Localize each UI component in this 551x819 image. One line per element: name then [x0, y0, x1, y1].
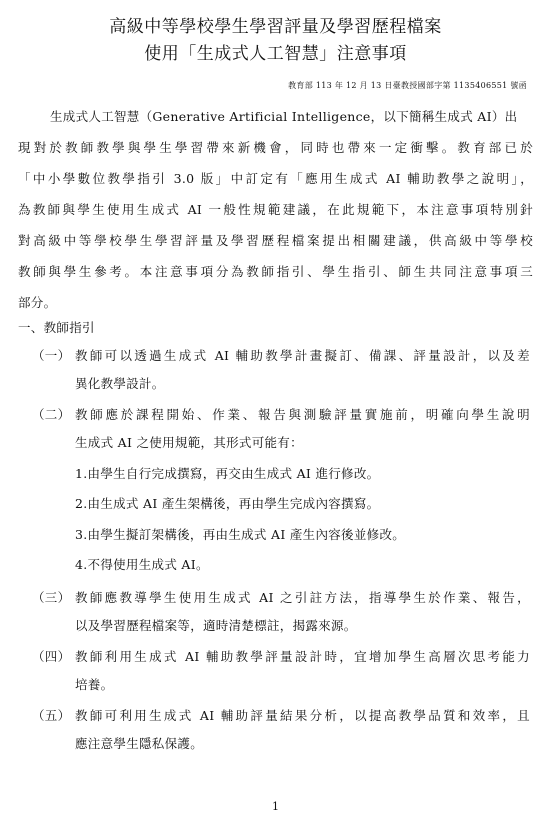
item-number: （四）: [32, 649, 71, 664]
intro-line: 教師與學生參考。本注意事項分為教師指引、學生指引、師生共同注意事項三: [18, 264, 533, 279]
item-line: 教師可以透過生成式 AI 輔助教學計畫擬訂、備課、評量設計，以及差: [75, 348, 530, 363]
item-line: 以及學習歷程檔案等，適時清楚標註，揭露來源。: [75, 618, 357, 633]
item-number: （三）: [32, 590, 71, 605]
document-title-line2: 使用「生成式人工智慧」注意事項: [144, 44, 407, 64]
form-option: 2.由生成式 AI 產生架構後，再由學生完成內容撰寫。: [75, 496, 380, 511]
form-option: 4.不得使用生成式 AI。: [75, 557, 209, 572]
intro-line: 為教師與學生使用生成式 AI 一般性規範建議，在此規範下，本注意事項特別針: [18, 202, 533, 217]
item-line: 應注意學生隱私保護。: [75, 736, 204, 751]
item-line: 培養。: [75, 677, 114, 692]
intro-line: 部分。: [18, 295, 57, 310]
page-number: 1: [272, 800, 279, 813]
item-number: （一）: [32, 348, 71, 363]
item-line: 教師利用生成式 AI 輔助教學評量設計時，宜增加學生高層次思考能力: [75, 649, 530, 664]
item-line: 異化教學設計。: [75, 376, 165, 391]
item-line: 教師可利用生成式 AI 輔助評量結果分析，以提高教學品質和效率，且: [75, 708, 530, 723]
item-line: 生成式 AI 之使用規範，其形式可能有：: [75, 435, 303, 450]
intro-line: 「中小學數位教學指引 3.0 版」中訂定有「應用生成式 AI 輔助教學之說明」，: [18, 171, 533, 186]
item-number: （二）: [32, 407, 71, 422]
intro-line: 生成式人工智慧（Generative Artificial Intelligence，以下簡稱生成式 AI）出: [50, 109, 518, 124]
section-heading: 一、教師指引: [18, 320, 95, 335]
document-title-line1: 高級中等學校學生學習評量及學習歷程檔案: [109, 17, 442, 37]
item-number: （五）: [32, 708, 71, 723]
form-option: 1.由學生自行完成撰寫，再交由生成式 AI 進行修改。: [75, 466, 380, 481]
reference-number: 教育部 113 年 12 月 13 日臺教授國部字第 1135406551 號函: [288, 81, 527, 90]
item-line: 教師應於課程開始、作業、報告與測驗評量實施前，明確向學生說明: [75, 407, 530, 422]
intro-line: 現對於教師教學與學生學習帶來新機會，同時也帶來一定衝擊。教育部已於: [18, 140, 533, 155]
form-option: 3.由學生擬訂架構後，再由生成式 AI 產生內容後並修改。: [75, 527, 406, 542]
item-line: 教師應教導學生使用生成式 AI 之引註方法，指導學生於作業、報告，: [75, 590, 530, 605]
intro-line: 對高級中等學校學生學習評量及學習歷程檔案提出相關建議，供高級中等學校: [18, 233, 533, 248]
